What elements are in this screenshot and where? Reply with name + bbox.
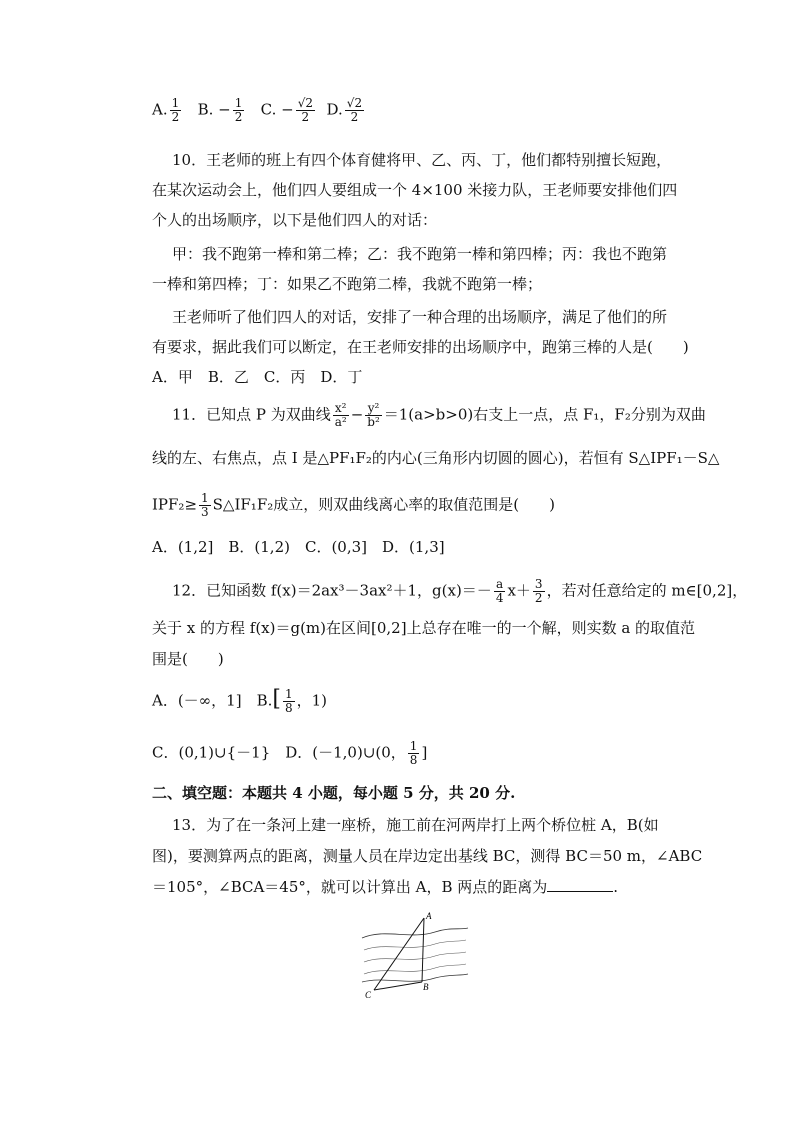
section-heading: 二、填空题：本题共 4 小题，每小题 5 分，共 20 分.: [152, 784, 516, 802]
q11-options: A．(1,2] B．(1,2) C．(0,3] D．(1,3]: [152, 538, 445, 556]
river-bridge-figure: [360, 910, 470, 1005]
line-ab: [422, 918, 424, 982]
label-c: C: [365, 990, 372, 1000]
line-ca: [374, 918, 424, 990]
q10-line6: 王老师听了他们四人的对话，安排了一种合理的出场顺序，满足了他们的所: [172, 308, 668, 326]
q10-line7: 有要求，据此我们可以断定，在王老师安排的出场顺序中，跑第三棒的人是( ): [152, 338, 689, 356]
river-wave: [364, 964, 466, 974]
fraction: $\frac{3}{2}$: [534, 577, 543, 605]
fraction: $\frac{1}{3}$: [201, 491, 209, 519]
q13-line3: ＝105°，∠BCA＝45°，就可以计算出 A，B 两点的距离为 .: [152, 878, 619, 896]
line-cb: [374, 982, 422, 990]
fraction: $\frac{1}{2}$: [234, 96, 243, 124]
q10-line4: 甲：我不跑第一棒和第二棒；乙：我不跑第一棒和第四棒；丙：我也不跑第: [172, 245, 668, 263]
river-wave: [364, 952, 466, 962]
fraction: $\frac{√2}{2}$: [297, 96, 313, 124]
q13-line2: 图)，要测算两点的距离，测量人员在岸边定出基线 BC，测得 BC＝50 m，∠ABC: [152, 847, 703, 865]
q12-option-ab: A．(－∞，1] B.[ $\frac{1}{8}$ ，1): [152, 686, 328, 715]
q12-line1: 12．已知函数 f(x)＝2ax³－3ax²＋1，g(x)＝－ $\frac{a}{4}$ x＋ $\frac{3}{2}$ ，若对任意给定的 m∈[0,2]，: [172, 577, 748, 605]
q11-line2: 线的左、右焦点，点 I 是△PF₁F₂的内心(三角形内切圆的圆心)，若恒有 S△IPF₁－S△: [152, 449, 720, 467]
q10-line1: 10．王老师的班上有四个体育健将甲、乙、丙、丁，他们都特别擅长短跑，: [172, 151, 672, 169]
fraction: $\frac{a}{4}$: [495, 577, 504, 605]
q10-options: A．甲 B．乙 C．丙 D．丁: [152, 368, 363, 386]
fraction: $\frac{1}{8}$: [409, 739, 418, 767]
q9-options: A. $\frac{1}{2}$ B. − $\frac{1}{2}$ C. − $\frac{√2}{2}$ D. $\frac{√2}{2}$: [152, 96, 363, 124]
fraction: $\frac{√2}{2}$: [346, 96, 363, 124]
q12-option-cd: C．(0,1)∪{－1} D．(－1,0)∪(0， $\frac{1}{8}$ ]: [152, 739, 428, 767]
q10-line5: 一棒和第四棒；丁：如果乙不跑第二棒，我就不跑第一棒；: [152, 275, 543, 293]
q10-line2: 在某次运动会上，他们四人要组成一个 4×100 米接力队，王老师要安排他们四: [152, 181, 678, 199]
q11-line3: IPF₂≥ $\frac{1}{3}$ S△IF₁F₂成立，则双曲线离心率的取值范围是( ): [152, 491, 555, 519]
fraction: $\frac{\text{y²}}{\text{b²}}$: [367, 401, 380, 429]
q11-line1: 11．已知点 P 为双曲线 $\frac{\text{x²}}{\text{a²}}$ − $\frac{\text{y²}}{\text{b²}}$ ＝1(a>b>0)右支上一点，点 F₁，F₂分别为双曲: [172, 401, 706, 429]
q12-line2: 关于 x 的方程 f(x)＝g(m)在区间[0,2]上总存在唯一的一个解，则实数 a 的取值范: [152, 619, 696, 637]
answer-blank[interactable]: [547, 877, 613, 892]
q13-line1: 13．为了在一条河上建一座桥，施工前在河两岸打上两个桥位桩 A，B(如: [172, 816, 659, 834]
riverbank-lower: [362, 974, 468, 982]
label-a: A: [426, 911, 432, 921]
q12-line3: 围是( ): [152, 650, 224, 668]
fraction: $\frac{1}{2}$: [171, 96, 180, 124]
label-b: B: [423, 982, 429, 992]
river-wave: [364, 940, 466, 950]
fraction: $\frac{\text{x²}}{\text{a²}}$: [334, 401, 347, 429]
fraction: $\frac{1}{8}$: [284, 687, 293, 715]
riverbank-upper: [362, 928, 468, 938]
q10-line3: 个人的出场顺序，以下是他们四人的对话：: [152, 211, 438, 229]
